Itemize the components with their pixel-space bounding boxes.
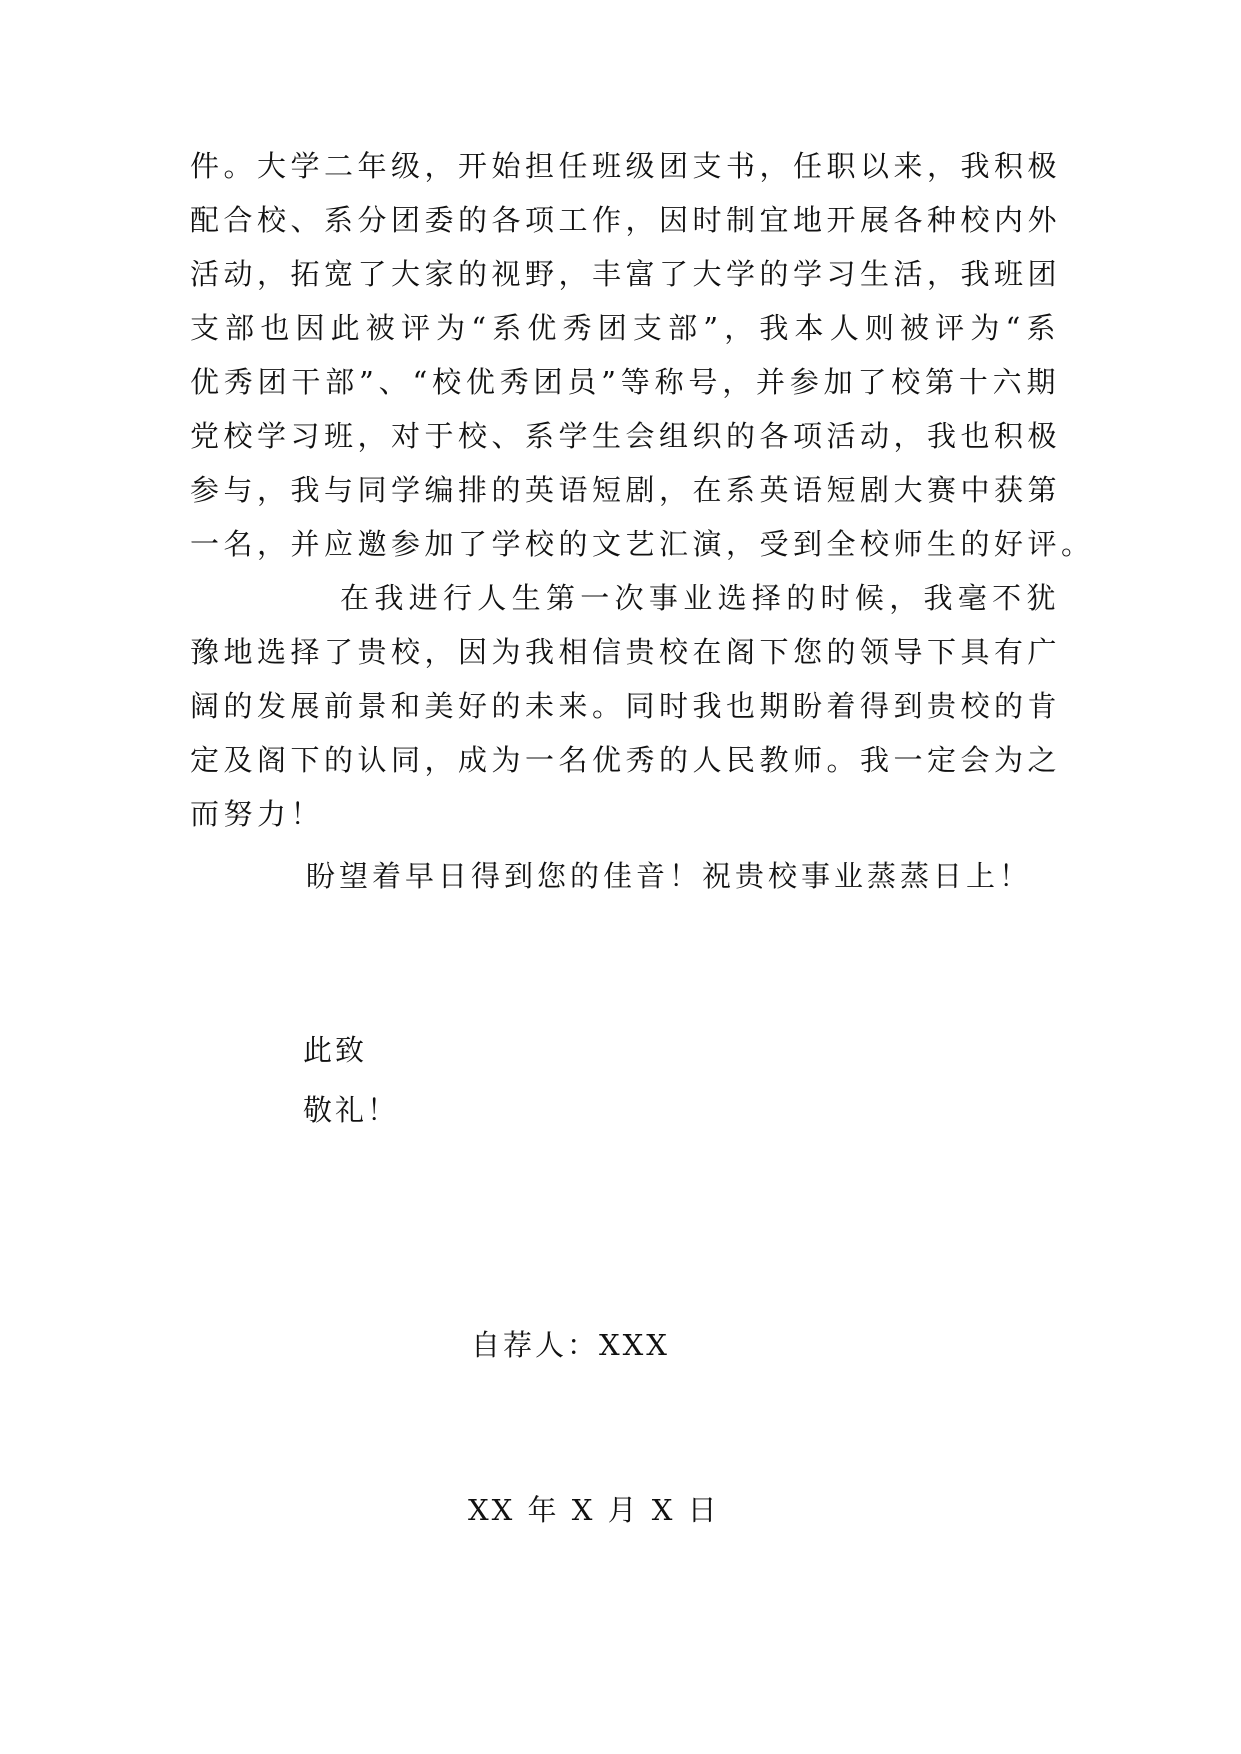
body-line: 支部也因此被评为“系优秀团支部”，我本人则被评为“系 (190, 311, 1060, 345)
body-line: 在我进行人生第一次事业选择的时候，我毫不犹 (340, 581, 1060, 615)
body-line: 豫地选择了贵校，因为我相信贵校在阁下您的领导下具有广 (190, 635, 1062, 669)
signature-date: XX 年 X 月 X 日 (468, 1493, 720, 1527)
body-line: 阔的发展前景和美好的未来。同时我也期盼着得到贵校的肯 (190, 689, 1062, 723)
body-line: 一名，并应邀参加了学校的文艺汇演，受到全校师生的好评。 (190, 527, 1095, 561)
closing-wish: 盼望着早日得到您的佳音！祝贵校事业蒸蒸日上！ (306, 859, 1033, 893)
body-line: 件。大学二年级，开始担任班级团支书，任职以来，我积极 (190, 149, 1062, 183)
body-line: 活动，拓宽了大家的视野，丰富了大学的学习生活，我班团 (190, 257, 1062, 291)
author-signature: 自荐人：XXX (471, 1328, 670, 1362)
body-line: 参与，我与同学编排的英语短剧，在系英语短剧大赛中获第 (190, 473, 1062, 507)
body-line: 而努力！ (190, 797, 325, 831)
body-line: 优秀团干部”、“校优秀团员”等称号，并参加了校第十六期 (190, 365, 1060, 399)
salutation-line1: 此致 (303, 1033, 368, 1067)
salutation-line2: 敬礼！ (303, 1093, 400, 1127)
body-line: 定及阁下的认同，成为一名优秀的人民教师。我一定会为之 (190, 743, 1062, 777)
body-line: 党校学习班，对于校、系学生会组织的各项活动，我也积极 (190, 419, 1062, 453)
body-line: 配合校、系分团委的各项工作，因时制宜地开展各种校内外 (190, 203, 1062, 237)
